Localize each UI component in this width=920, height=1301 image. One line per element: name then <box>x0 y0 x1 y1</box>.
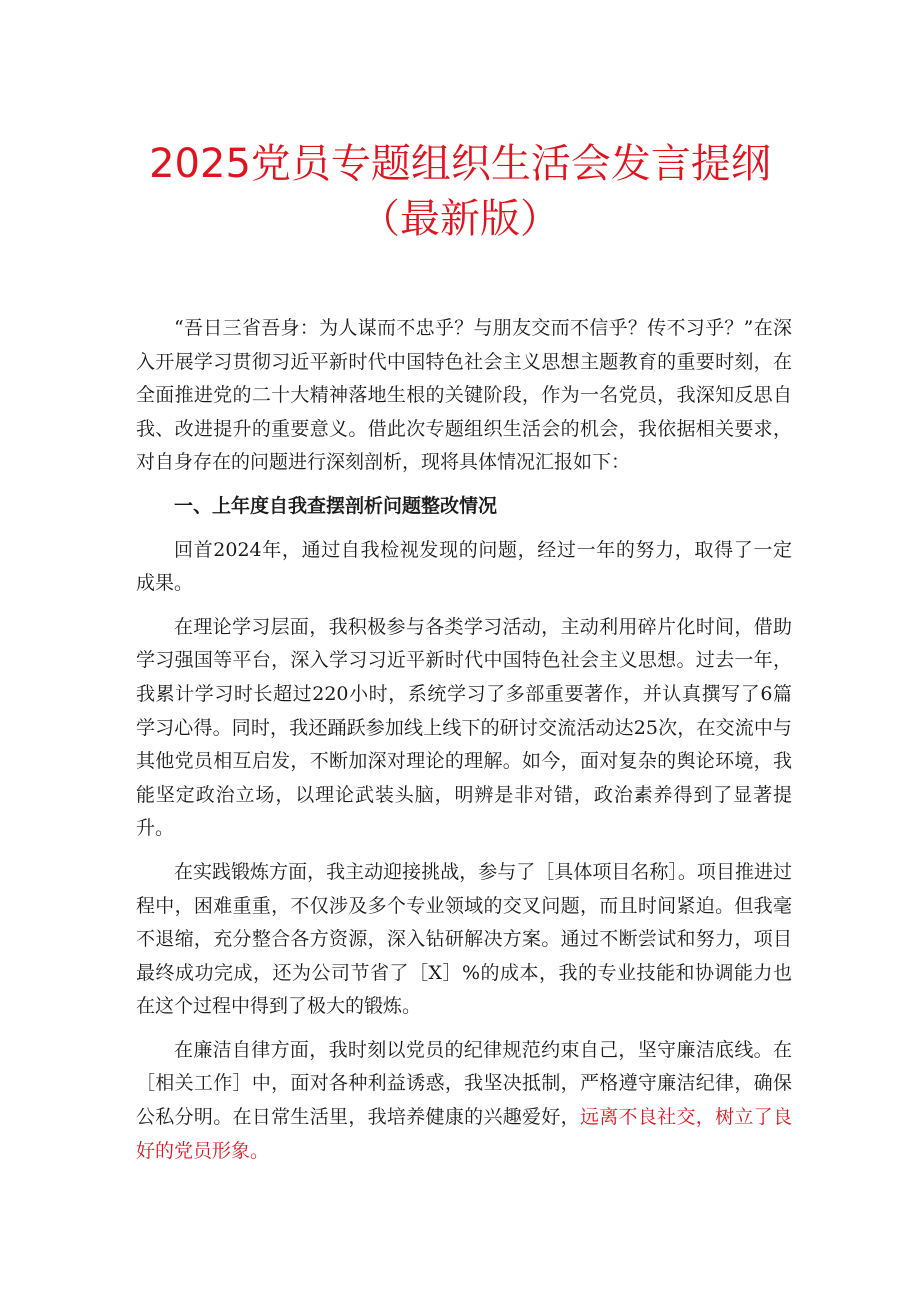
document-subtitle: （最新版） <box>360 196 560 242</box>
integrity-text: 在廉洁自律方面，我时刻以党员的纪律规范约束自己，坚守廉洁底线。在［相关工作］中，面对各种利益诱惑，我坚决抵制，严格遵守廉洁纪律，确保公私分明。在日常生活里，我培养健康的兴趣爱好， <box>136 1038 792 1129</box>
paragraph-practice: 在实践锻炼方面，我主动迎接挑战，参与了［具体项目名称］。项目推进过程中，困难重重，不仅涉及多个专业领域的交叉问题，而且时间紧迫。但我毫不退缩，充分整合各方资源，深入钻研解决方案。通过不断尝试和努力，项目最终成功完成，还为公司节省了［X］%的成本，我的专业技能和协调能力也在这个过程中得到了极大的锻炼。 <box>136 860 792 1018</box>
paragraph-review-2024: 回首2024年，通过自我检视发现的问题，经过一年的努力，取得了一定成果。 <box>136 538 792 595</box>
paragraph-theory-study: 在理论学习层面，我积极参与各类学习活动，主动利用碎片化时间，借助学习强国等平台，深入学习习近平新时代中国特色社会主义思想。过去一年，我累计学习时长超过220小时，系统学习了多部重要著作，并认真撰写了6篇学习心得。同时，我还踊跃参加线上线下的研讨交流活动达25次，在交流中与其他党员相互启发，不断加深对理论的理解。如今，面对复杂的舆论环境，我能坚定政治立场，以理论武装头脑，明辨是非对错，政治素养得到了显著提升。 <box>136 615 792 840</box>
intro-paragraph: “吾日三省吾身：为人谋而不忠乎？与朋友交而不信乎？传不习乎？”在深入开展学习贯彻习近平新时代中国特色社会主义思想主题教育的重要时刻，在全面推进党的二十大精神落地生根的关键阶段，作为一名党员，我深知反思自我、改进提升的重要意义。借此次专题组织生活会的机会，我依据相关要求，对自身存在的问题进行深刻剖析，现将具体情况汇报如下： <box>136 317 792 474</box>
section-heading-1: 一、上年度自我查摆剖析问题整改情况 <box>174 494 498 517</box>
document-title: 2025党员专题组织生活会发言提纲 <box>149 141 771 187</box>
document-body <box>136 312 792 1178</box>
paragraph-integrity <box>136 1034 792 1168</box>
integrity-highlight-text: 远离不良社交，树立了良好的党员形象。 <box>136 1106 792 1162</box>
